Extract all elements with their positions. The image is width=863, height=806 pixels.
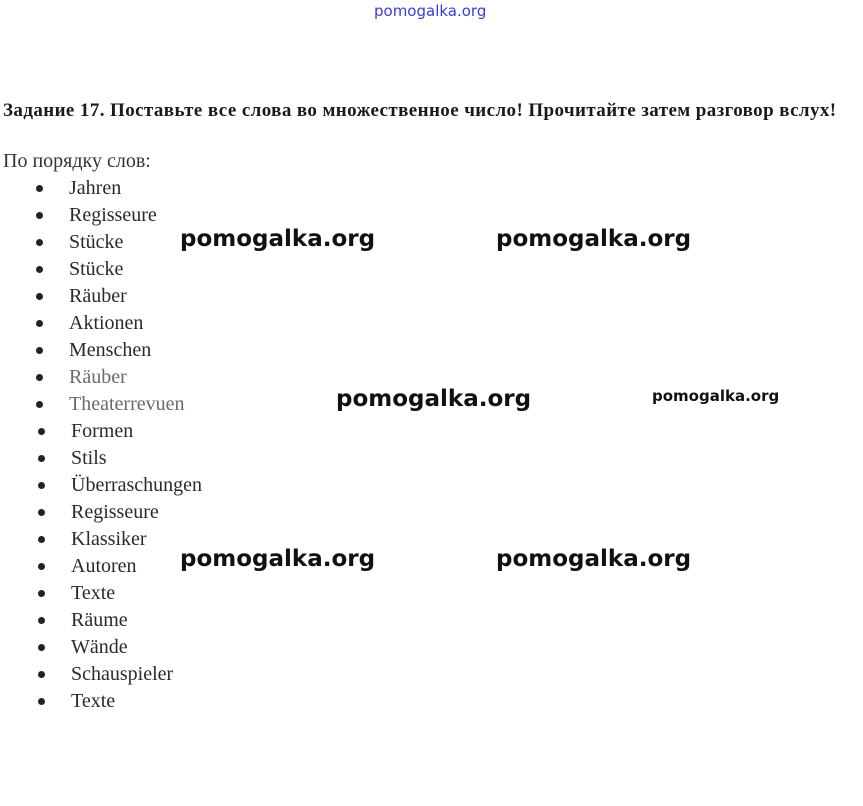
list-item-word: Stücke <box>69 231 124 253</box>
watermark-text: pomogalka.org <box>652 387 780 405</box>
list-item <box>0 526 202 553</box>
bullet-icon <box>36 347 43 354</box>
list-item-word: Menschen <box>69 339 152 361</box>
bullet-icon <box>36 185 43 192</box>
bullet-icon <box>38 482 45 489</box>
list-item-word: Autoren <box>71 555 137 577</box>
list-item <box>0 337 202 364</box>
bullet-icon <box>38 455 45 462</box>
bullet-icon <box>38 428 45 435</box>
bullet-icon <box>36 320 43 327</box>
list-item-word: Jahren <box>69 177 122 199</box>
list-item-word: Formen <box>71 420 134 442</box>
list-item <box>0 418 202 445</box>
list-item-word: Räuber <box>69 366 127 388</box>
bullet-icon <box>38 671 45 678</box>
list-item-word: Räuber <box>69 285 127 307</box>
list-item <box>0 175 202 202</box>
list-item <box>0 580 202 607</box>
watermark-text: pomogalka.org <box>496 226 692 252</box>
bullet-icon <box>38 563 45 570</box>
bullet-icon <box>36 266 43 273</box>
bullet-icon <box>38 509 45 516</box>
list-item <box>0 391 202 418</box>
list-item <box>0 499 202 526</box>
bullet-icon <box>36 401 43 408</box>
list-item-word: Texte <box>71 582 116 604</box>
list-item <box>0 202 202 229</box>
list-item <box>0 661 202 688</box>
word-list <box>0 175 202 715</box>
bullet-icon <box>38 698 45 705</box>
list-item-word: Überraschungen <box>71 474 203 496</box>
watermark-text: pomogalka.org <box>336 386 532 412</box>
watermark-text: pomogalka.org <box>180 226 376 252</box>
bullet-icon <box>36 212 43 219</box>
bullet-icon <box>36 239 43 246</box>
list-item-word: Schauspieler <box>71 663 174 685</box>
list-item-word: Regisseure <box>71 501 159 523</box>
bullet-icon <box>38 644 45 651</box>
watermark-text: pomogalka.org <box>496 546 692 572</box>
list-item-word: Stücke <box>69 258 124 280</box>
list-item <box>0 310 202 337</box>
bullet-icon <box>36 374 43 381</box>
list-item-word: Wände <box>71 636 128 658</box>
list-item <box>0 553 202 580</box>
list-item-word: Regisseure <box>69 204 157 226</box>
list-item <box>0 256 202 283</box>
list-item <box>0 688 202 715</box>
list-item-word: Theaterrevuen <box>69 393 185 415</box>
task-heading: Задание 17. Поставьте все слова во множественное число! Прочитайте затем разговор вслух! <box>3 100 837 121</box>
watermark-text: pomogalka.org <box>180 546 376 572</box>
bullet-icon <box>38 590 45 597</box>
bullet-icon <box>38 617 45 624</box>
list-item <box>0 229 202 256</box>
list-item-word: Klassiker <box>71 528 147 550</box>
list-item <box>0 445 202 472</box>
list-item-word: Räume <box>71 609 128 631</box>
list-item-word: Stils <box>71 447 107 469</box>
site-link[interactable]: pomogalka.org <box>374 2 487 20</box>
list-item <box>0 472 202 499</box>
list-item <box>0 634 202 661</box>
bullet-icon <box>36 293 43 300</box>
list-item-word: Texte <box>71 690 116 712</box>
list-item <box>0 364 202 391</box>
list-item <box>0 283 202 310</box>
bullet-icon <box>38 536 45 543</box>
list-item-word: Aktionen <box>69 312 144 334</box>
intro-text: По порядку слов: <box>3 150 151 172</box>
list-item <box>0 607 202 634</box>
